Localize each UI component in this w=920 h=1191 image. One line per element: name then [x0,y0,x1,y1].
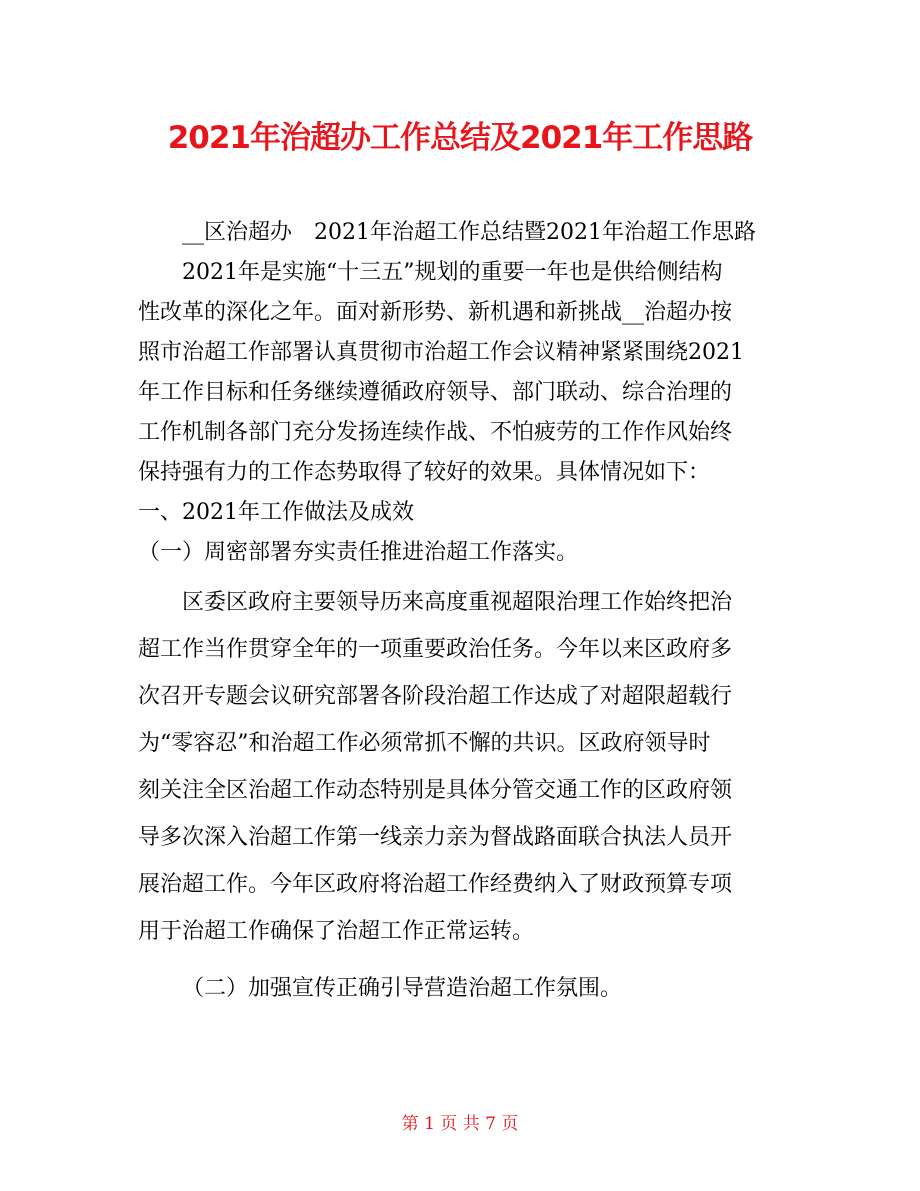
paragraph-line: 区委区政府主要领导历来高度重视超限治理工作始终把治 [182,590,733,615]
paragraph-line: 导多次深入治超工作第一线亲力亲为督战路面联合执法人员开 [138,825,733,850]
subsection-heading: （一）周密部署夯实责任推进治超工作落实。 [138,540,579,565]
paragraph-line: 超工作当作贯穿全年的一项重要政治任务。今年以来区政府多 [138,637,733,662]
document-title: 2021年治超办工作总结及2021年工作思路 [167,120,753,156]
paragraph-line: 照市治超工作部署认真贯彻市治超工作会议精神紧紧围绕2021 [138,340,744,365]
page-footer: 第 1 页 共 7 页 [401,1114,519,1134]
paragraph-line: 工作机制各部门充分发扬连续作战、不怕疲劳的工作作风始终 [138,420,733,445]
paragraph-line: 2021年是实施“十三五”规划的重要一年也是供给侧结构 [182,260,723,285]
paragraph-line: 性改革的深化之年。面对新形势、新机遇和新挑战__治超办按 [138,300,733,325]
section-heading: 一、2021年工作做法及成效 [138,500,414,525]
paragraph-line: 刻关注全区治超工作动态特别是具体分管交通工作的区政府领 [138,778,733,803]
paragraph-line: 保持强有力的工作态势取得了较好的效果。具体情况如下： [138,460,711,485]
paragraph-line: __区治超办 2021年治超工作总结暨2021年治超工作思路 [182,220,756,245]
paragraph-line: 为“零容忍”和治超工作必须常抓不懈的共识。区政府领导时 [138,731,711,756]
paragraph-line: 用于治超工作确保了治超工作正常运转。 [138,919,535,944]
paragraph-line: 年工作目标和任务继续遵循政府领导、部门联动、综合治理的 [138,380,733,405]
paragraph-line: 展治超工作。今年区政府将治超工作经费纳入了财政预算专项 [138,872,733,897]
document-body [138,213,778,1009]
subsection-heading: （二）加强宣传正确引导营造治超工作氛围。 [182,976,623,1001]
paragraph-line: 次召开专题会议研究部署各阶段治超工作达成了对超限超载行 [138,684,733,709]
